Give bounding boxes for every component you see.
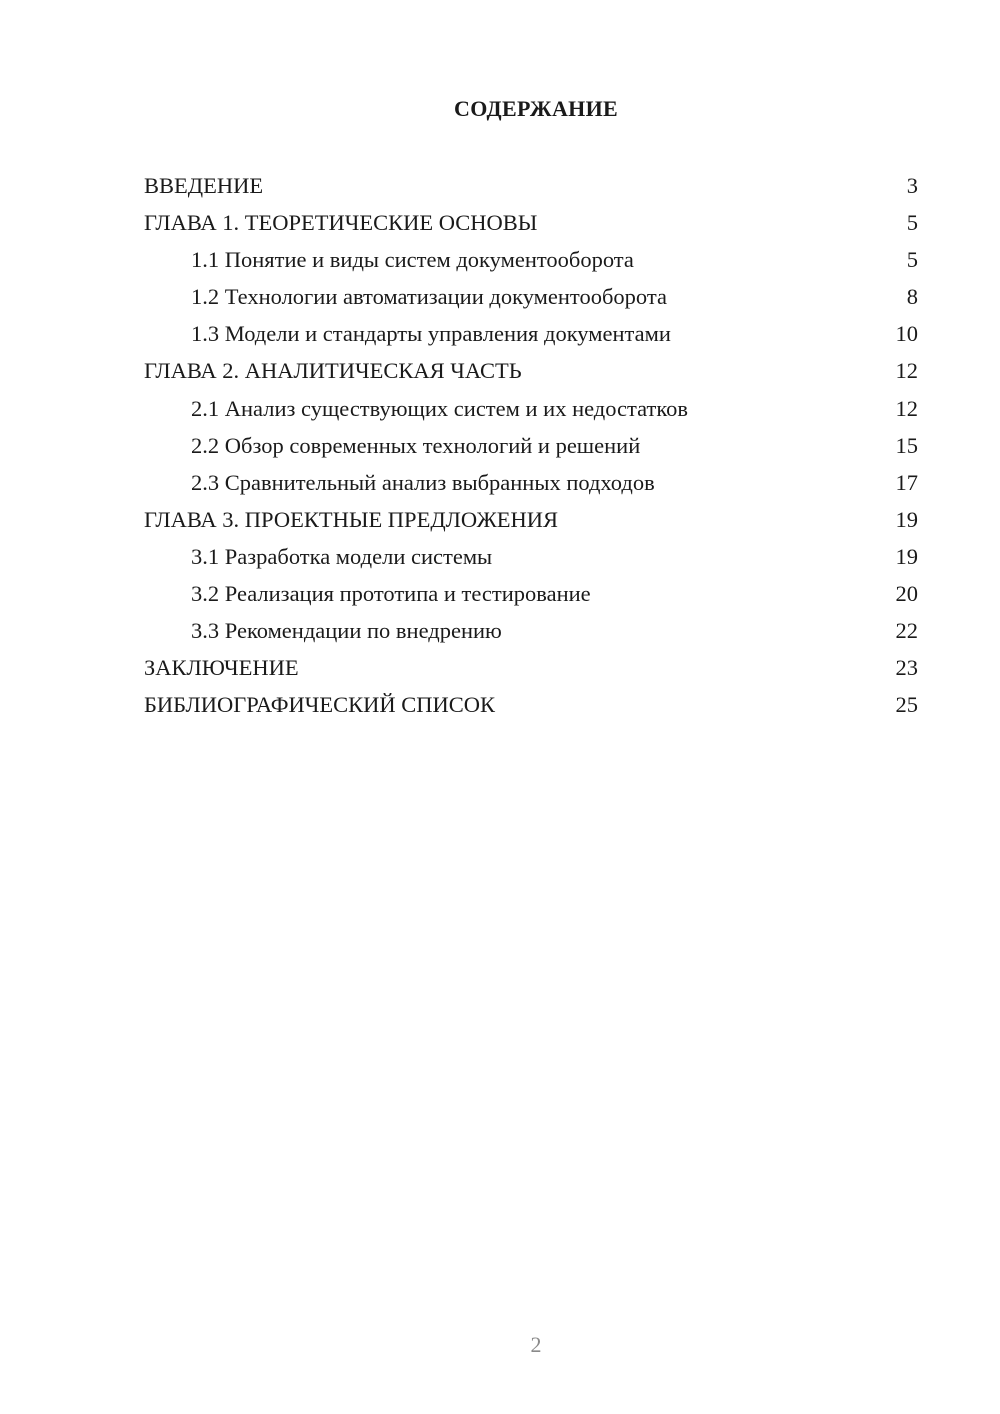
toc-entry-page: 20	[895, 581, 918, 607]
toc-entry-label: 3.1 Разработка модели системы	[191, 543, 493, 569]
page-number: 2	[530, 1332, 542, 1357]
toc-entry-page: 19	[895, 506, 918, 532]
toc-entry-label: ГЛАВА 3. ПРОЕКТНЫЕ ПРЕДЛОЖЕНИЯ	[144, 506, 559, 532]
toc-entry-page: 5	[906, 210, 918, 236]
toc-entry-section-1-1	[144, 241, 918, 278]
toc-entry-page: 10	[895, 321, 918, 347]
table-of-contents	[144, 167, 918, 723]
toc-entry-label: 1.2 Технологии автоматизации документооборота	[191, 284, 667, 310]
toc-entry-section-2-3	[144, 464, 918, 501]
toc-entry-label: 1.3 Модели и стандарты управления документами	[191, 321, 671, 347]
toc-entry-section-1-3	[144, 315, 918, 352]
toc-entry-section-3-1	[144, 538, 918, 575]
toc-entry-label: БИБЛИОГРАФИЧЕСКИЙ СПИСОК	[144, 692, 496, 718]
toc-entry-label: 2.1 Анализ существующих систем и их недостатков	[191, 395, 689, 421]
toc-entry-section-1-2	[144, 278, 918, 315]
toc-entry-page: 25	[895, 692, 918, 718]
toc-entry-section-3-3	[144, 612, 918, 649]
toc-entry-page: 19	[895, 543, 918, 569]
toc-entry-page: 3	[906, 173, 918, 198]
toc-entry-page: 8	[906, 284, 918, 310]
toc-entry-section-2-1	[144, 390, 918, 427]
toc-entry-label: ГЛАВА 1. ТЕОРЕТИЧЕСКИЕ ОСНОВЫ	[144, 210, 538, 236]
toc-entry-chapter-2	[144, 352, 918, 389]
toc-entry-introduction	[144, 167, 918, 204]
toc-entry-page: 17	[895, 469, 918, 495]
toc-entry-label: 2.2 Обзор современных технологий и решений	[191, 432, 641, 458]
toc-entry-page: 23	[895, 655, 918, 681]
toc-entry-chapter-1	[144, 204, 918, 241]
toc-entry-page: 5	[906, 247, 918, 273]
toc-entry-bibliography	[144, 686, 918, 723]
toc-entry-label: ГЛАВА 2. АНАЛИТИЧЕСКАЯ ЧАСТЬ	[144, 358, 522, 384]
toc-entry-chapter-3	[144, 501, 918, 538]
toc-entry-label: 2.3 Сравнительный анализ выбранных подходов	[191, 469, 655, 495]
toc-entry-page: 22	[895, 618, 918, 644]
toc-entry-label: ЗАКЛЮЧЕНИЕ	[144, 655, 299, 681]
toc-entry-page: 12	[895, 395, 918, 421]
toc-entry-section-2-2	[144, 427, 918, 464]
toc-entry-label: ВВЕДЕНИЕ	[144, 173, 264, 198]
toc-entry-page: 15	[895, 432, 918, 458]
toc-entry-label: 1.1 Понятие и виды систем документооборота	[191, 247, 634, 273]
toc-entry-label: 3.2 Реализация прототипа и тестирование	[191, 581, 591, 607]
page-title: СОДЕРЖАНИЕ	[454, 96, 618, 121]
toc-entry-conclusion	[144, 649, 918, 686]
toc-entry-label: 3.3 Рекомендации по внедрению	[191, 618, 502, 644]
toc-entry-section-3-2	[144, 575, 918, 612]
toc-entry-page: 12	[895, 358, 918, 384]
